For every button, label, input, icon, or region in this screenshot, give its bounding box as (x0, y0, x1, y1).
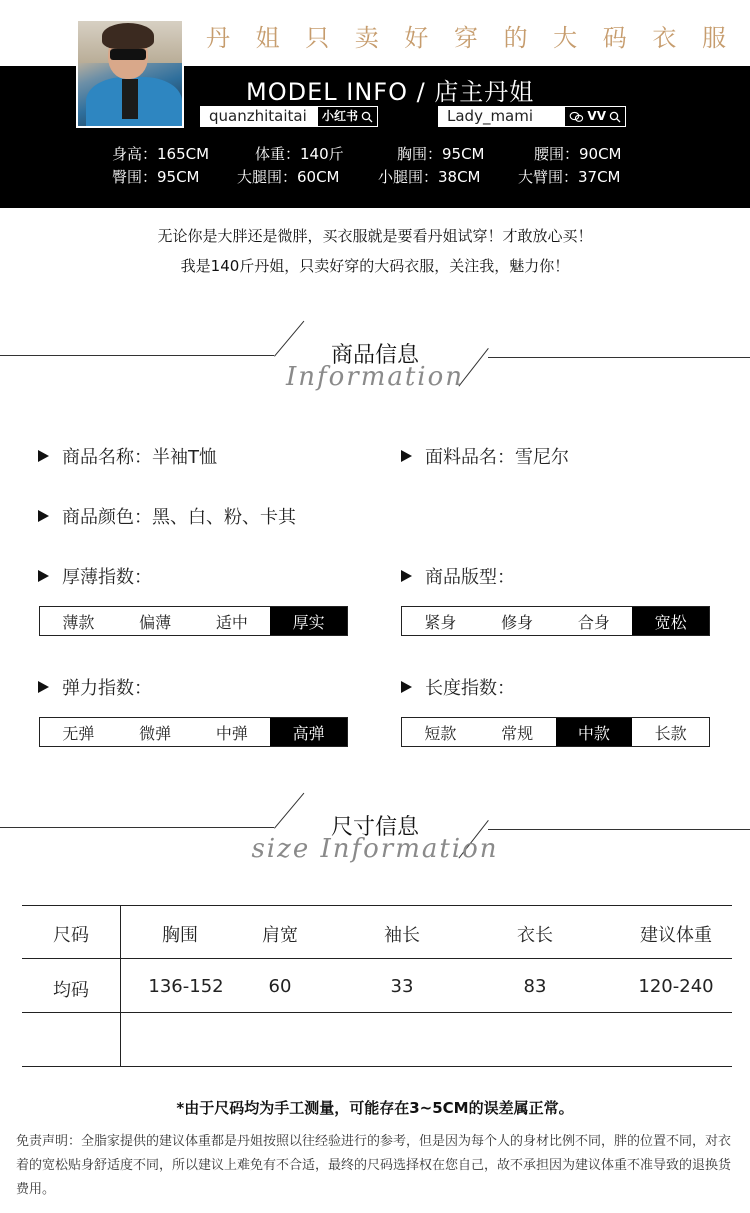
table-divider (120, 905, 121, 1067)
xiaohongshu-handle[interactable] (200, 106, 378, 127)
fit-label-text: 商品版型： (425, 567, 515, 588)
table-cell: 83 (523, 976, 547, 997)
wechat-handle[interactable] (438, 106, 626, 127)
length-option: 短款 (424, 723, 457, 743)
thickness-option: 厚实 (270, 607, 347, 635)
section-title: 商品信息 (330, 343, 419, 368)
table-border (22, 1066, 732, 1067)
fit-label (401, 563, 515, 589)
elasticity-option: 微弹 (139, 723, 172, 743)
length-option: 长款 (654, 723, 687, 743)
arrow-right-icon (38, 450, 49, 462)
section-script: size Information (251, 834, 499, 864)
fit-scale (401, 606, 710, 636)
slogan-char: 丹 (206, 24, 230, 52)
table-cell: 33 (390, 976, 414, 997)
stat-hip: 臀围：95CM (112, 168, 200, 186)
stat-height: 身高：165CM (112, 145, 210, 163)
thickness-option: 薄款 (62, 612, 95, 632)
intro-line: 无论你是大胖还是微胖，买衣服就是要看丹姐试穿！才敢放心买！ (157, 227, 593, 245)
table-cell: 120-240 (638, 976, 714, 997)
table-border (22, 905, 732, 906)
length-label-text: 长度指数： (425, 678, 515, 699)
product-colors-text: 商品颜色：黑、白、粉、卡其 (62, 507, 296, 528)
fit-option: 合身 (577, 612, 610, 632)
search-icon (361, 111, 373, 123)
xiaohongshu-label: 小红书 (321, 109, 358, 123)
slogan-char: 的 (503, 24, 528, 52)
xiaohongshu-tag (318, 107, 377, 126)
elasticity-scale (39, 717, 348, 747)
fit-option: 紧身 (424, 612, 457, 632)
table-border (22, 1012, 732, 1013)
thickness-scale (39, 606, 348, 636)
slogan-char: 卖 (354, 24, 379, 52)
wechat-id: Lady_mami (447, 107, 534, 125)
thickness-label-text: 厚薄指数： (62, 567, 152, 588)
arrow-right-icon (38, 570, 49, 582)
arrow-right-icon (38, 510, 49, 522)
section-script: Information (285, 362, 465, 392)
thickness-option: 偏薄 (139, 612, 172, 632)
intro-line: 我是140斤丹姐，只卖好穿的大码衣服，关注我，魅力你！ (180, 257, 570, 275)
stat-arm: 大臂围：37CM (518, 168, 621, 186)
table-border (22, 958, 732, 959)
xiaohongshu-id: quanzhitaitai (209, 107, 307, 125)
table-header-cell: 建议体重 (640, 925, 712, 946)
elasticity-label-text: 弹力指数： (62, 678, 152, 699)
arrow-right-icon (38, 681, 49, 693)
elasticity-option: 无弹 (62, 723, 95, 743)
table-header-cell: 胸围 (162, 925, 198, 946)
slogan-char: 姐 (255, 24, 280, 52)
product-name (38, 443, 217, 469)
stat-calf: 小腿围：38CM (378, 168, 481, 186)
length-scale (401, 717, 710, 747)
slogan-char: 服 (701, 24, 726, 52)
stat-thigh: 大腿围：60CM (237, 168, 340, 186)
length-option: 中款 (556, 718, 633, 746)
length-option: 常规 (501, 723, 534, 743)
disclaimer-text: 免责声明：全脂家提供的建议体重都是丹姐按照以往经验进行的参考，但是因为每个人的身材比例不同，胖的位置不同，对衣着的宽松贴身舒适度不同，所以建议上难免有不合适，最终的尺码选择权在您自己，故不承担因为建议体重不准导致的退换货费用。 (16, 1134, 732, 1197)
stat-waist: 腰围：90CM (534, 145, 622, 163)
table-cell: 60 (268, 976, 292, 997)
fit-option: 宽松 (632, 607, 709, 635)
measurement-note: *由于尺码均为手工测量，可能存在3~5CM的误差属正常。 (176, 1099, 574, 1117)
slogan-text (206, 18, 726, 53)
slogan-char: 码 (602, 24, 627, 52)
elasticity-option: 中弹 (215, 723, 248, 743)
section-title: 尺寸信息 (330, 815, 419, 840)
product-fabric-text: 面料品名：雪尼尔 (425, 447, 569, 468)
stat-weight: 体重：140斤 (255, 145, 344, 163)
slogan-char: 大 (553, 24, 578, 52)
product-name-text: 商品名称：半袖T恤 (62, 447, 217, 468)
thickness-option: 适中 (215, 612, 248, 632)
length-label (401, 674, 515, 700)
fit-option: 修身 (501, 612, 534, 632)
slogan-char: 好 (404, 24, 429, 52)
slogan-char: 衣 (652, 24, 677, 52)
arrow-right-icon (401, 681, 412, 693)
table-header-cell: 尺码 (53, 925, 89, 946)
product-fabric (401, 443, 569, 469)
elasticity-label (38, 674, 152, 700)
wechat-icon (569, 111, 584, 123)
table-cell: 136-152 (148, 976, 224, 997)
search-icon (609, 111, 621, 123)
stat-bust: 胸围：95CM (397, 145, 485, 163)
table-cell: 均码 (53, 980, 89, 1001)
table-header-cell: 肩宽 (262, 925, 298, 946)
model-info-title: MODEL INFO / 店主丹姐 (246, 78, 535, 106)
slogan-char: 只 (305, 24, 330, 52)
model-photo (76, 19, 184, 128)
table-header-cell: 袖长 (384, 925, 420, 946)
wechat-label: VV (587, 109, 606, 123)
slogan-char: 穿 (453, 24, 478, 52)
thickness-label (38, 563, 152, 589)
arrow-right-icon (401, 570, 412, 582)
table-header-cell: 衣长 (517, 925, 553, 946)
product-colors (38, 503, 296, 529)
wechat-tag (565, 107, 625, 126)
arrow-right-icon (401, 450, 412, 462)
elasticity-option: 高弹 (270, 718, 347, 746)
